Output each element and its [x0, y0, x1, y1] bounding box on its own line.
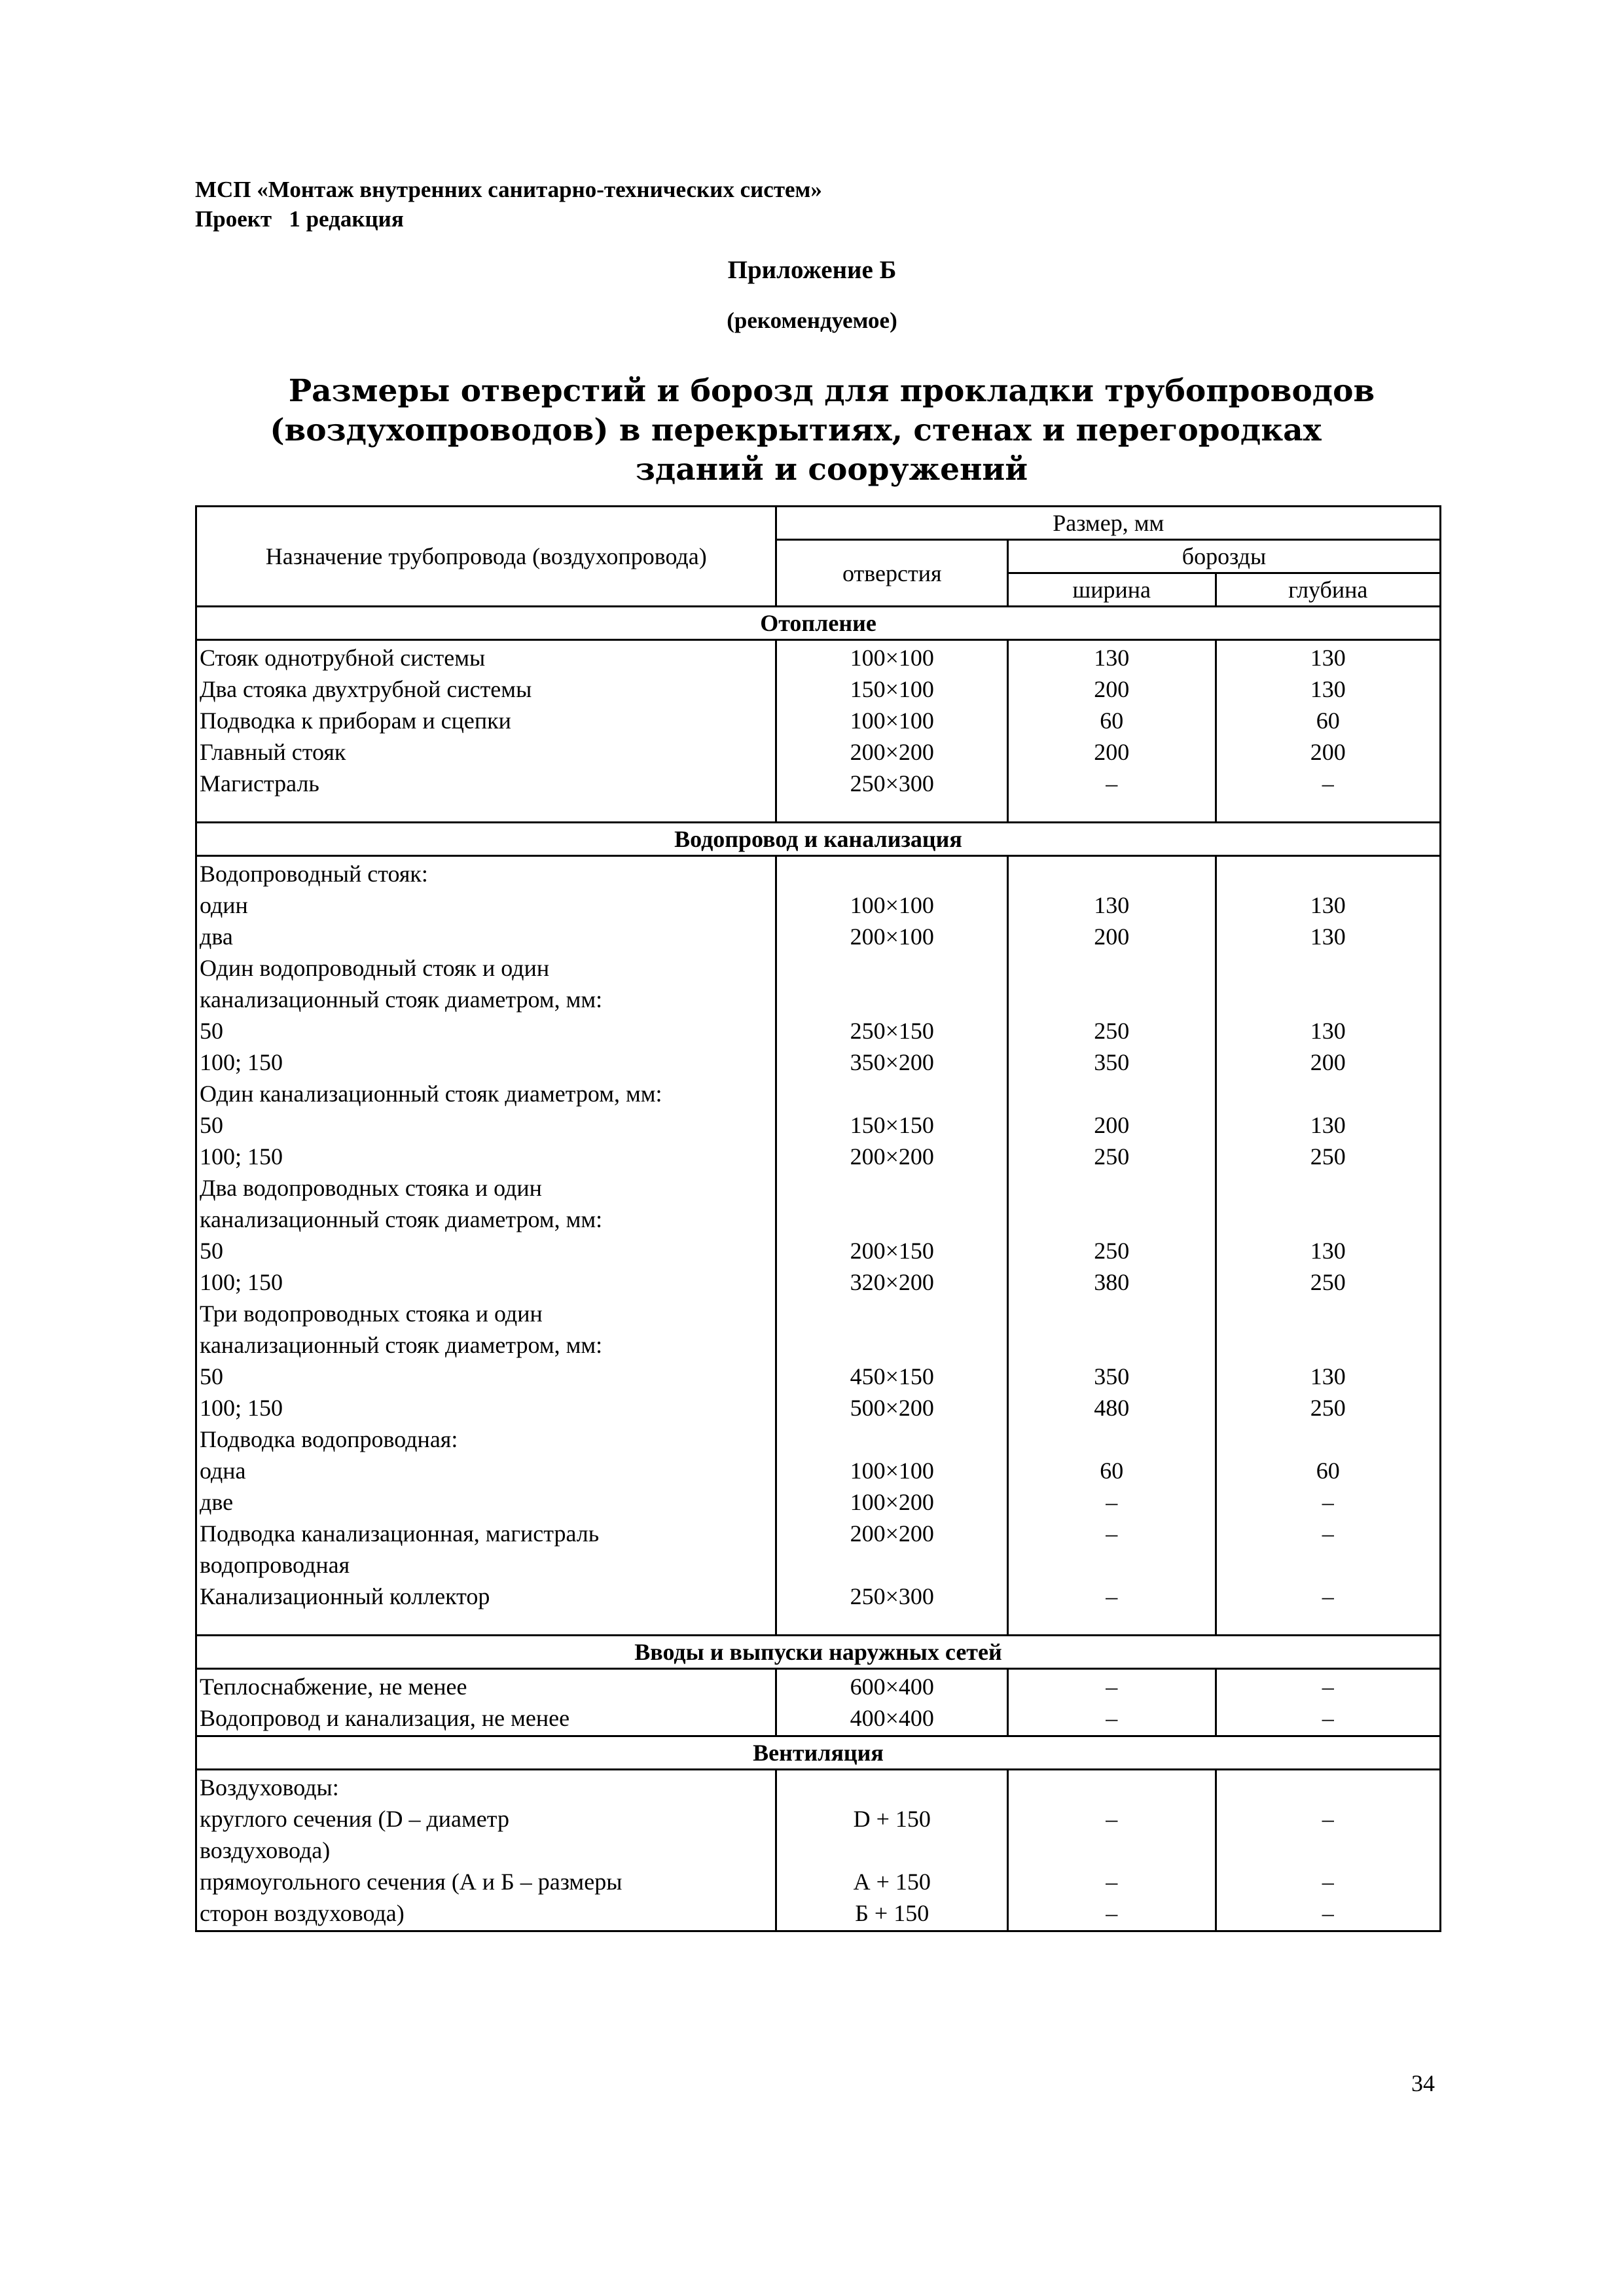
cell-purpose: Подводка к приборам и сцепки	[196, 705, 776, 736]
cell-groove-depth: –	[1216, 1669, 1440, 1703]
cell-groove-width: 350	[1008, 1361, 1216, 1392]
cell-groove-depth: 60	[1216, 705, 1440, 736]
cell-purpose: Два стояка двухтрубной системы	[196, 673, 776, 705]
section-title: Вентиляция	[196, 1736, 1441, 1770]
cell-groove-width: –	[1008, 1518, 1216, 1549]
cell-groove-depth: 200	[1216, 736, 1440, 768]
cell-groove-depth: –	[1216, 1866, 1440, 1897]
cell-hole: 150×100	[776, 673, 1008, 705]
cell-groove-depth: –	[1216, 1486, 1440, 1518]
cell-groove-width: –	[1008, 1866, 1216, 1897]
table-row	[196, 1141, 1441, 1172]
table-body	[196, 607, 1441, 1931]
cell-hole: 250×300	[776, 768, 1008, 823]
cell-groove-width	[1008, 952, 1216, 984]
cell-hole	[776, 984, 1008, 1015]
cell-purpose: один	[196, 889, 776, 921]
cell-hole	[776, 1204, 1008, 1235]
document-header-standard: МСП «Монтаж внутренних санитарно-технических систем»	[195, 177, 822, 202]
cell-groove-depth	[1216, 1078, 1440, 1109]
cell-purpose: Воздуховоды:	[196, 1770, 776, 1804]
cell-groove-width: 200	[1008, 1109, 1216, 1141]
cell-hole	[776, 1298, 1008, 1329]
cell-groove-depth: 130	[1216, 1109, 1440, 1141]
section-row	[196, 1736, 1441, 1770]
table-title	[0, 372, 1624, 490]
cell-groove-depth: –	[1216, 1581, 1440, 1636]
cell-groove-width: –	[1008, 1581, 1216, 1636]
cell-groove-width	[1008, 856, 1216, 890]
cell-hole	[776, 1424, 1008, 1455]
cell-groove-width	[1008, 1835, 1216, 1866]
table-row	[196, 736, 1441, 768]
cell-purpose: воздуховода)	[196, 1835, 776, 1866]
cell-hole	[776, 952, 1008, 984]
cell-groove-depth	[1216, 1298, 1440, 1329]
cell-hole: 100×200	[776, 1486, 1008, 1518]
cell-groove-width: 60	[1008, 1455, 1216, 1486]
table-row	[196, 673, 1441, 705]
cell-hole: 350×200	[776, 1047, 1008, 1078]
cell-hole	[776, 1835, 1008, 1866]
cell-groove-width	[1008, 1329, 1216, 1361]
table-row	[196, 1835, 1441, 1866]
cell-groove-width: 480	[1008, 1392, 1216, 1424]
cell-groove-depth	[1216, 1172, 1440, 1204]
header-purpose: Назначение трубопровода (воздухопровода)	[196, 507, 776, 607]
cell-purpose: канализационный стояк диаметром, мм:	[196, 1204, 776, 1235]
cell-groove-depth: 60	[1216, 1455, 1440, 1486]
table-row	[196, 1702, 1441, 1736]
table-row	[196, 1172, 1441, 1204]
cell-groove-depth: 130	[1216, 640, 1440, 674]
cell-groove-depth	[1216, 1835, 1440, 1866]
dimensions-table	[195, 505, 1441, 1932]
cell-groove-width: –	[1008, 768, 1216, 823]
cell-purpose: Теплоснабжение, не менее	[196, 1669, 776, 1703]
table-row	[196, 768, 1441, 823]
cell-purpose: Три водопроводных стояка и один	[196, 1298, 776, 1329]
cell-groove-width: 250	[1008, 1015, 1216, 1047]
cell-groove-depth: 250	[1216, 1392, 1440, 1424]
cell-groove-width	[1008, 1298, 1216, 1329]
cell-purpose: Стояк однотрубной системы	[196, 640, 776, 674]
table-row	[196, 856, 1441, 890]
header-width: ширина	[1008, 573, 1216, 607]
table-row	[196, 1486, 1441, 1518]
cell-groove-width: 200	[1008, 921, 1216, 952]
cell-purpose: Водопроводный стояк:	[196, 856, 776, 890]
cell-groove-width	[1008, 984, 1216, 1015]
cell-hole	[776, 1078, 1008, 1109]
cell-groove-depth	[1216, 984, 1440, 1015]
cell-purpose: 100; 150	[196, 1392, 776, 1424]
cell-groove-depth	[1216, 856, 1440, 890]
cell-groove-width: 60	[1008, 705, 1216, 736]
cell-hole: D + 150	[776, 1803, 1008, 1835]
cell-purpose: 50	[196, 1361, 776, 1392]
table-row	[196, 1361, 1441, 1392]
cell-groove-depth	[1216, 1204, 1440, 1235]
cell-hole: 450×150	[776, 1361, 1008, 1392]
cell-groove-depth: –	[1216, 1897, 1440, 1931]
cell-purpose: канализационный стояк диаметром, мм:	[196, 984, 776, 1015]
cell-groove-width: 350	[1008, 1047, 1216, 1078]
cell-hole: 320×200	[776, 1266, 1008, 1298]
cell-purpose: сторон воздуховода)	[196, 1897, 776, 1931]
cell-groove-width	[1008, 1204, 1216, 1235]
cell-groove-depth: 130	[1216, 1361, 1440, 1392]
cell-hole: 250×300	[776, 1581, 1008, 1636]
cell-groove-depth: 200	[1216, 1047, 1440, 1078]
table-row	[196, 1803, 1441, 1835]
cell-purpose: Подводка канализационная, магистраль	[196, 1518, 776, 1549]
table-row	[196, 1581, 1441, 1636]
title-line-2: (воздухопроводов) в перекрытиях, стенах и перегородках	[270, 412, 1322, 448]
cell-groove-depth: 250	[1216, 1266, 1440, 1298]
cell-groove-width: 380	[1008, 1266, 1216, 1298]
table-row	[196, 1109, 1441, 1141]
cell-purpose: Магистраль	[196, 768, 776, 823]
cell-purpose: 100; 150	[196, 1047, 776, 1078]
header-hole: отверстия	[776, 540, 1008, 607]
cell-groove-width: –	[1008, 1803, 1216, 1835]
table-row	[196, 1897, 1441, 1931]
cell-purpose: Два водопроводных стояка и один	[196, 1172, 776, 1204]
cell-purpose: 100; 150	[196, 1141, 776, 1172]
table-row	[196, 1298, 1441, 1329]
cell-hole: 100×100	[776, 889, 1008, 921]
table-row	[196, 1266, 1441, 1298]
cell-purpose: Главный стояк	[196, 736, 776, 768]
cell-purpose: 100; 150	[196, 1266, 776, 1298]
cell-purpose: Водопровод и канализация, не менее	[196, 1702, 776, 1736]
table-row	[196, 1015, 1441, 1047]
cell-groove-width: –	[1008, 1897, 1216, 1931]
cell-groove-width: 250	[1008, 1235, 1216, 1266]
cell-purpose: 50	[196, 1109, 776, 1141]
cell-groove-depth: 130	[1216, 889, 1440, 921]
cell-purpose: два	[196, 921, 776, 952]
cell-groove-width: 250	[1008, 1141, 1216, 1172]
title-line-3: зданий и сооружений	[635, 452, 1028, 488]
cell-hole	[776, 1549, 1008, 1581]
cell-hole: 200×200	[776, 1141, 1008, 1172]
cell-hole: 250×150	[776, 1015, 1008, 1047]
header-grooves: борозды	[1008, 540, 1441, 573]
table-row	[196, 1078, 1441, 1109]
cell-hole: 200×150	[776, 1235, 1008, 1266]
section-title: Вводы и выпуски наружных сетей	[196, 1636, 1441, 1669]
table-row	[196, 1235, 1441, 1266]
table-row	[196, 952, 1441, 984]
document-header-edition: Проект 1 редакция	[195, 206, 404, 232]
cell-purpose: Подводка водопроводная:	[196, 1424, 776, 1455]
cell-groove-depth: 250	[1216, 1141, 1440, 1172]
cell-hole	[776, 1172, 1008, 1204]
cell-purpose: прямоугольного сечения (А и Б – размеры	[196, 1866, 776, 1897]
cell-groove-depth	[1216, 1770, 1440, 1804]
cell-groove-depth: –	[1216, 1702, 1440, 1736]
section-title: Водопровод и канализация	[196, 823, 1441, 856]
cell-groove-depth: –	[1216, 768, 1440, 823]
cell-purpose: Один канализационный стояк диаметром, мм:	[196, 1078, 776, 1109]
table-row	[196, 1047, 1441, 1078]
cell-groove-width: 200	[1008, 736, 1216, 768]
cell-groove-depth: 130	[1216, 921, 1440, 952]
cell-groove-depth	[1216, 1424, 1440, 1455]
cell-hole: 150×150	[776, 1109, 1008, 1141]
cell-hole	[776, 856, 1008, 890]
table-row	[196, 889, 1441, 921]
cell-purpose: Канализационный коллектор	[196, 1581, 776, 1636]
table-row	[196, 1455, 1441, 1486]
cell-hole: 400×400	[776, 1702, 1008, 1736]
cell-purpose: одна	[196, 1455, 776, 1486]
section-row	[196, 823, 1441, 856]
cell-purpose: Один водопроводный стояк и один	[196, 952, 776, 984]
table-row	[196, 984, 1441, 1015]
table-row	[196, 921, 1441, 952]
cell-hole: 100×100	[776, 1455, 1008, 1486]
cell-purpose: канализационный стояк диаметром, мм:	[196, 1329, 776, 1361]
cell-hole: 200×200	[776, 1518, 1008, 1549]
cell-hole: 100×100	[776, 705, 1008, 736]
cell-hole: 200×100	[776, 921, 1008, 952]
cell-groove-depth: –	[1216, 1803, 1440, 1835]
cell-groove-width	[1008, 1770, 1216, 1804]
section-row	[196, 607, 1441, 640]
appendix-status: (рекомендуемое)	[727, 308, 897, 333]
cell-groove-width	[1008, 1549, 1216, 1581]
cell-groove-width	[1008, 1424, 1216, 1455]
cell-groove-width: 200	[1008, 673, 1216, 705]
cell-hole: Б + 150	[776, 1897, 1008, 1931]
table-row	[196, 1392, 1441, 1424]
cell-groove-width	[1008, 1078, 1216, 1109]
table-row	[196, 1518, 1441, 1549]
table-row	[196, 1424, 1441, 1455]
title-line-1: Размеры отверстий и борозд для прокладки трубопроводов	[288, 373, 1375, 409]
cell-groove-width: 130	[1008, 640, 1216, 674]
cell-purpose: 50	[196, 1235, 776, 1266]
cell-purpose: 50	[196, 1015, 776, 1047]
cell-groove-depth: –	[1216, 1518, 1440, 1549]
table-row	[196, 1669, 1441, 1703]
section-title: Отопление	[196, 607, 1441, 640]
cell-groove-depth: 130	[1216, 1015, 1440, 1047]
cell-hole	[776, 1770, 1008, 1804]
cell-groove-depth	[1216, 1549, 1440, 1581]
cell-purpose: круглого сечения (D – диаметр	[196, 1803, 776, 1835]
page-number: 34	[1411, 2070, 1435, 2096]
cell-groove-width: –	[1008, 1486, 1216, 1518]
table-row	[196, 1770, 1441, 1804]
table-row	[196, 1549, 1441, 1581]
cell-hole: А + 150	[776, 1866, 1008, 1897]
cell-groove-width: –	[1008, 1702, 1216, 1736]
table-row	[196, 640, 1441, 674]
cell-hole: 200×200	[776, 736, 1008, 768]
cell-hole: 600×400	[776, 1669, 1008, 1703]
table-row	[196, 1866, 1441, 1897]
cell-groove-depth	[1216, 1329, 1440, 1361]
section-row	[196, 1636, 1441, 1669]
cell-groove-depth: 130	[1216, 673, 1440, 705]
table-row	[196, 1329, 1441, 1361]
cell-purpose: две	[196, 1486, 776, 1518]
cell-hole: 500×200	[776, 1392, 1008, 1424]
table-row	[196, 705, 1441, 736]
cell-hole: 100×100	[776, 640, 1008, 674]
header-depth: глубина	[1216, 573, 1440, 607]
header-size: Размер, мм	[776, 507, 1441, 540]
cell-groove-depth: 130	[1216, 1235, 1440, 1266]
table-row	[196, 1204, 1441, 1235]
cell-groove-width	[1008, 1172, 1216, 1204]
cell-groove-width: –	[1008, 1669, 1216, 1703]
cell-groove-depth	[1216, 952, 1440, 984]
cell-groove-width: 130	[1008, 889, 1216, 921]
appendix-label: Приложение Б	[727, 256, 897, 284]
cell-hole	[776, 1329, 1008, 1361]
cell-purpose: водопроводная	[196, 1549, 776, 1581]
